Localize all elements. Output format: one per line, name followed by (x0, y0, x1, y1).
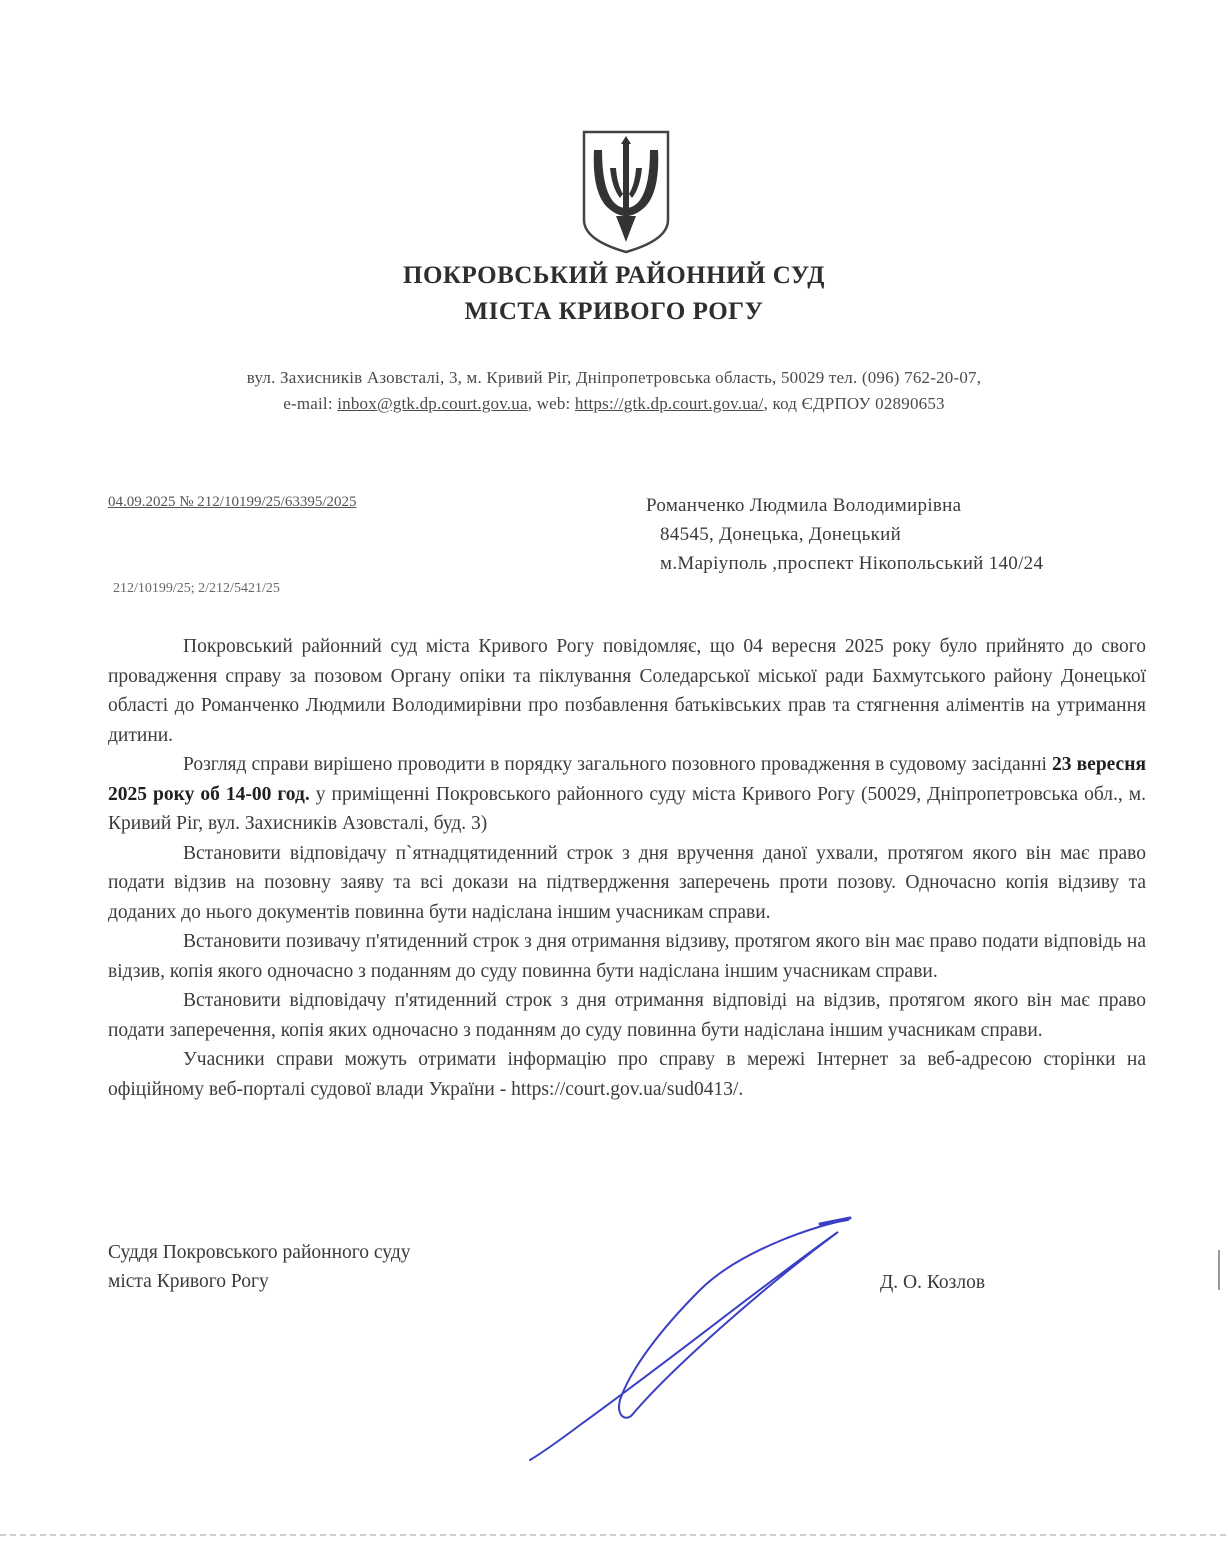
paragraph-4: Встановити позивачу п'ятиденний строк з дня отримання відзиву, протягом якого він має право подати відповідь на відзив, копія якого одночасно з поданням до суду повинна бути надіслана іншим учасникам справи. (108, 931, 1146, 982)
edrpou-code: , код ЄДРПОУ 02890653 (763, 394, 945, 413)
scan-edge-mark (1218, 1250, 1220, 1290)
judge-title (108, 1238, 411, 1296)
paragraph-2-start: Розгляд справи вирішено проводити в порядку загального позовного провадження в судовому засіданні (183, 754, 1053, 775)
email-label: e-mail: (283, 394, 338, 413)
page-bottom-edge (0, 1534, 1228, 1536)
case-numbers: 212/10199/25; 2/212/5421/25 (113, 581, 280, 596)
paragraph-2 (108, 750, 1146, 839)
court-address: вул. Захисників Азовсталі, 3, м. Кривий Ріг, Дніпропетровська область, 50029 тел. (096) 762-20-07, (246, 368, 982, 387)
recipient-address-line3: м.Маріуполь ,проспект Нікопольський 140/24 (660, 553, 1044, 574)
recipient-name: Романченко Людмила Володимирівна (646, 495, 962, 516)
trident-emblem-icon (580, 128, 672, 256)
court-contacts (0, 394, 1228, 414)
paragraph-6: Учасники справи можуть отримати інформацію про справу в мережі Інтернет за веб-адресою сторінки на офіційному веб-порталі судової влади України - https://court.gov.ua/sud0413/. (108, 1049, 1146, 1100)
handwritten-signature (520, 1210, 860, 1470)
judge-title-line2: міста Кривого Рогу (108, 1271, 269, 1292)
court-name-line2: МІСТА КРИВОГО РОГУ (464, 298, 764, 325)
hearing-date: 23 вересня 2025 року об 14-00 год. (108, 754, 1146, 805)
court-name-line1: ПОКРОВСЬКИЙ РАЙОННИЙ СУД (403, 262, 825, 289)
web-label: , web: (527, 394, 575, 413)
paragraph-1: Покровський районний суд міста Кривого Рогу повідомляє, що 04 вересня 2025 року було прийнято до свого провадження справу за позовом Органу опіки та піклування Соледарської міської ради Бахмутського району Донецької області до Романченко Людмили Володимирівни про позбавлення батьківських прав та стягнення аліментів на утримання дитини. (108, 636, 1146, 746)
paragraph-5: Встановити відповідачу п'ятиденний строк з дня отримання відповіді на відзив, протягом якого він має право подати заперечення, копія яких одночасно з поданням до суду повинна бути надіслана іншим учасникам справи. (108, 990, 1146, 1041)
email-link[interactable]: inbox@gtk.dp.court.gov.ua (337, 394, 528, 413)
recipient-address-line2: 84545, Донецька, Донецький (660, 524, 902, 545)
judge-name: Д. О. Козлов (880, 1272, 986, 1293)
paragraph-2-end: у приміщенні Покровського районного суду міста Кривого Рогу (50029, Дніпропетровська обл., м. Кривий Ріг, вул. Захисників Азовсталі, буд. 3) (108, 783, 1146, 834)
letter-body (108, 632, 1146, 1104)
web-link[interactable]: https://gtk.dp.court.gov.ua/ (574, 394, 764, 413)
outgoing-reference: 04.09.2025 № 212/10199/25/63395/2025 (108, 494, 357, 510)
paragraph-3: Встановити відповідачу п`ятнадцятиденний строк з дня вручення даної ухвали, протягом якого він має право подати відзив на позовну заяву та всі докази на підтвердження заперечень проти позову. Одночасно копія відзиву та доданих до нього документів повинна бути надіслана іншим учасникам справи. (108, 842, 1146, 923)
judge-title-line1: Суддя Покровського районного суду (108, 1242, 411, 1263)
